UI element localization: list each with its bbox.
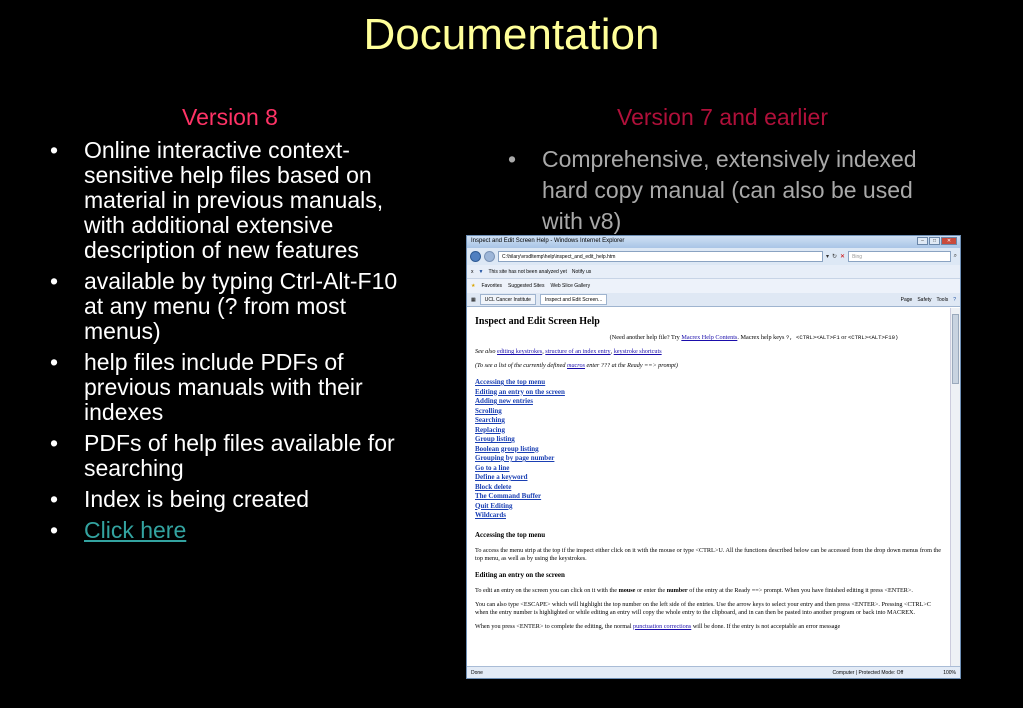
- right-bullet-list: [508, 144, 928, 243]
- list-item: [508, 144, 928, 237]
- refresh-icon[interactable]: ↻: [832, 254, 838, 260]
- toc-link[interactable]: Grouping by page number: [475, 454, 555, 462]
- bullet-glyph: •: [50, 486, 59, 512]
- toc-link[interactable]: Replacing: [475, 425, 505, 434]
- bold-run: number: [666, 586, 688, 594]
- need-help-mid: . Macrex help keys: [737, 334, 785, 341]
- site-analysis-label[interactable]: This site has not been analyzed yet: [488, 268, 567, 275]
- toolbar-row: [467, 265, 960, 279]
- minimize-icon[interactable]: –: [917, 237, 928, 245]
- bullet-glyph: •: [50, 349, 59, 375]
- command-bar: [901, 297, 956, 303]
- toc-link[interactable]: Wildcards: [475, 511, 506, 519]
- editing-keystrokes-link[interactable]: editing keystrokes: [497, 348, 543, 355]
- browser-titlebar: [467, 236, 960, 248]
- status-bar: [467, 666, 960, 678]
- toc-link[interactable]: Scrolling: [475, 406, 502, 415]
- list-item: [50, 269, 420, 344]
- see-also-line: See also editing keystrokes, structure of an index entry, keystroke shortcuts: [475, 348, 662, 355]
- toc-link[interactable]: Boolean group listing: [475, 444, 539, 453]
- tab-ucl-cancer-institute[interactable]: UCL Cancer Institute: [480, 294, 536, 305]
- index-entry-structure-link[interactable]: structure of an index entry: [545, 348, 611, 355]
- help-keys-2: <CTRL><ALT>F10): [847, 334, 899, 341]
- toc-link[interactable]: Define a keyword: [475, 473, 528, 481]
- left-bullet-list: [50, 138, 420, 549]
- toc-link[interactable]: The Command Buffer: [475, 492, 542, 500]
- list-item: [50, 138, 420, 263]
- quick-tabs-icon[interactable]: ▦: [471, 296, 476, 303]
- toc-link[interactable]: Adding new entries: [475, 397, 533, 405]
- search-input[interactable]: Bing: [848, 251, 951, 262]
- bullet-glyph: •: [50, 268, 59, 294]
- close-toolbar-icon[interactable]: x: [471, 268, 474, 275]
- back-icon[interactable]: [470, 251, 481, 262]
- web-slice-gallery-button[interactable]: Web Slice Gallery: [550, 283, 591, 289]
- macros-suffix: enter ??? at the Ready ==> prompt): [586, 362, 678, 369]
- text-run: or enter the: [636, 586, 666, 594]
- click-here-link[interactable]: Click here: [84, 517, 187, 543]
- help-page-title: Inspect and Edit Screen Help: [475, 316, 600, 327]
- help-icon[interactable]: ?: [953, 296, 956, 303]
- toc-link[interactable]: Editing an entry on the screen: [475, 387, 565, 396]
- address-row: [467, 248, 960, 265]
- search-icon[interactable]: ⌕: [953, 253, 957, 259]
- window-controls: [917, 237, 957, 245]
- bullet-text: Comprehensive, extensively indexed hard copy manual (can also be used with v8): [542, 146, 917, 234]
- need-help-prefix: (Need another help file? Try: [609, 334, 680, 341]
- tools-menu-button[interactable]: Tools: [936, 296, 949, 303]
- help-page-content: [467, 308, 951, 668]
- list-item: [50, 487, 420, 512]
- list-item: [50, 350, 420, 425]
- text-run: When you press <ENTER> to complete the editing, the normal: [475, 622, 632, 630]
- section-text: To access the menu strip at the top if the inspect either click on it with the mouse or type <CTRL>U. All the functions described below can be accessed from the drop down menus from the top menu, as well as by using the keystrokes.: [475, 546, 942, 562]
- section-text: You can also type <ESCAPE> which will highlight the top number on the left side of the entries. Use the arrow keys to select your entry and then press <ENTER>. Pressing <CTRL>C when the entry number is highlighted or while editing an entry will copy the whole entry to the clipboard, and in can then be pasted into another program or back into MACREX.: [475, 600, 931, 616]
- bold-run: mouse: [618, 586, 636, 594]
- tab-inspect-edit-help[interactable]: Inspect and Edit Screen...: [540, 294, 607, 305]
- security-zone: Computer | Protected Mode: Off: [832, 669, 904, 676]
- punctuation-corrections-link[interactable]: punctuation corrections: [633, 622, 692, 630]
- bullet-glyph: •: [50, 137, 59, 163]
- forward-icon[interactable]: [484, 251, 495, 262]
- left-column-heading: Version 8: [182, 104, 278, 130]
- table-of-contents: [475, 378, 943, 521]
- zoom-level[interactable]: 100%: [943, 669, 956, 676]
- macros-prefix: (To see a list of the currently defined: [475, 362, 566, 369]
- section-heading: Editing an entry on the screen: [475, 570, 565, 579]
- bullet-glyph: •: [50, 517, 59, 543]
- text-run: will be done. If the entry is not acceptable an error message: [692, 622, 841, 630]
- maximize-icon[interactable]: □: [929, 237, 940, 245]
- section-heading: Accessing the top menu: [475, 530, 546, 539]
- window-title: Inspect and Edit Screen Help - Windows Internet Explorer: [471, 238, 625, 244]
- address-bar[interactable]: C:\hilary\vrsdltemp\help\inspect_and_edit_help.htm: [498, 251, 823, 262]
- list-item: [50, 431, 420, 481]
- section-text: [475, 587, 943, 595]
- close-icon[interactable]: ✕: [941, 237, 957, 245]
- page-menu-button[interactable]: Page: [900, 296, 913, 303]
- bullet-glyph: •: [508, 146, 517, 172]
- need-help-or: or: [841, 334, 847, 341]
- toc-link[interactable]: Searching: [475, 416, 505, 424]
- bullet-text: available by typing Ctrl-Alt-F10 at any menu (? from most menus): [84, 268, 398, 344]
- help-keys: ?, <CTRL><ALT>F1: [785, 334, 840, 341]
- favorites-row: [467, 279, 960, 293]
- slide-title: Documentation: [363, 10, 660, 59]
- bullet-text: help files include PDFs of previous manuals with their indexes: [84, 349, 363, 425]
- section-text: [475, 623, 943, 631]
- macros-link[interactable]: macros: [567, 362, 585, 369]
- toc-link[interactable]: Accessing the top menu: [475, 378, 546, 386]
- shield-icon[interactable]: ▼: [478, 268, 484, 275]
- toc-link[interactable]: Quit Editing: [475, 501, 513, 510]
- text-run: of the entry at the Ready ==> prompt. When you have finished editing it press <ENTER>.: [689, 586, 913, 594]
- favorites-button[interactable]: Favorites: [481, 283, 503, 289]
- see-also-label: See also: [475, 348, 496, 355]
- keystroke-shortcuts-link[interactable]: keystroke shortcuts: [613, 348, 662, 355]
- macros-line: [475, 362, 943, 370]
- need-help-line: [475, 334, 943, 342]
- bullet-text: Online interactive context-sensitive help files based on material in previous manuals, with additional extensive description of new features: [84, 137, 384, 263]
- toc-link[interactable]: Go to a line: [475, 463, 510, 472]
- vertical-scrollbar[interactable]: [950, 308, 960, 668]
- status-text: Done: [471, 669, 483, 676]
- text-run: To edit an entry on the screen you can click on it with the: [475, 586, 618, 594]
- help-contents-link[interactable]: Macrex Help Contents: [681, 334, 738, 341]
- right-column-heading: Version 7 and earlier: [617, 104, 828, 130]
- bullet-glyph: •: [50, 430, 59, 456]
- stop-icon[interactable]: ✕: [840, 254, 846, 260]
- bullet-text: Index is being created: [84, 486, 310, 512]
- notify-button[interactable]: Notify us: [571, 268, 592, 275]
- dropdown-icon[interactable]: ▾: [826, 254, 830, 260]
- suggested-sites-button[interactable]: Suggested Sites: [508, 283, 545, 289]
- tab-row: [467, 293, 960, 307]
- toc-link[interactable]: Block delete: [475, 482, 512, 491]
- bullet-text: PDFs of help files available for searching: [84, 430, 395, 481]
- browser-window-screenshot: [466, 235, 961, 679]
- toc-link[interactable]: Group listing: [475, 435, 515, 443]
- list-item: [50, 518, 420, 543]
- favorites-star-icon: ★: [471, 283, 476, 289]
- safety-menu-button[interactable]: Safety: [917, 296, 932, 303]
- scrollbar-thumb[interactable]: [952, 314, 959, 384]
